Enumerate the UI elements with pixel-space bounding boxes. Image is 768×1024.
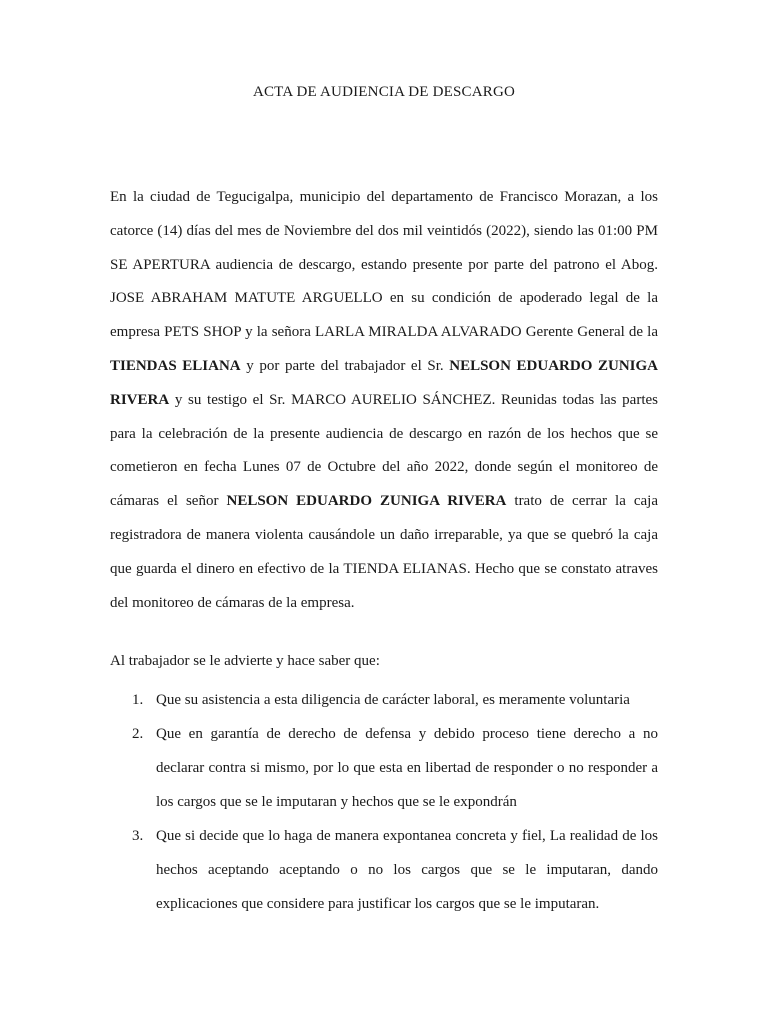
list-item [110, 819, 658, 921]
document-title: ACTA DE AUDIENCIA DE DESCARGO [252, 84, 516, 100]
list-item-number: 1. [132, 692, 144, 708]
paragraph-segment: y su testigo el Sr. MARCO AURELIO SÁNCHEZ. Reunidas todas las partes para la celebración de la presente audiencia de descargo en razón de los hechos que se cometieron en fecha Lunes 07 de Octubre del año 2022, donde según el monitoreo de cámaras el señor [110, 391, 658, 510]
list-item-number: 3. [132, 828, 144, 844]
paragraph-segment: trato de cerrar la caja registradora de manera violenta causándole un daño irreparable, ya que se quebró la caja que guarda el dinero en efectivo de la TIENDA ELIANAS. Hecho que se constato atraves del monitoreo de cámaras de la empresa. [110, 493, 659, 611]
list-item-text: Que su asistencia a esta diligencia de carácter laboral, es meramente voluntaria [156, 692, 630, 708]
list-item-number: 2. [132, 726, 144, 742]
warnings-list [110, 683, 658, 921]
paragraph-segment-bold: NELSON EDUARDO ZUNIGA RIVERA [110, 357, 659, 408]
list-item-text: Que en garantía de derecho de defensa y debido proceso tiene derecho a no declarar contra si mismo, por lo que esta en libertad de responder o no responder a los cargos que se le imputaran y hechos que se le expondrán [156, 726, 658, 810]
body-paragraph [110, 181, 658, 620]
list-item [110, 717, 658, 819]
list-item-text: Que si decide que lo haga de manera expontanea concreta y fiel, La realidad de los hechos aceptando aceptando o no los cargos que se le imputaran, dando explicaciones que considere para justificar los cargos que se le imputaran. [156, 828, 658, 912]
intro-text: Al trabajador se le advierte y hace saber que: [110, 653, 380, 669]
list-item [110, 683, 658, 717]
paragraph-segment: En la ciudad de Tegucigalpa, municipio del departamento de Francisco Morazan, a los catorce (14) días del mes de Noviembre del dos mil veintidós (2022), siendo las 01:00 PM SE APERTURA audiencia de descargo, estando presente por parte del patrono el Abog. JOSE ABRAHAM MATUTE ARGUELLO en su condición de apoderado legal de la empresa PETS SHOP y la señora LARLA MIRALDA ALVARADO Gerente General de la [110, 189, 658, 341]
paragraph-segment: y por parte del trabajador el Sr. [240, 357, 450, 374]
paragraph-segment-bold: TIENDAS ELIANA [110, 357, 241, 374]
paragraph-segment-bold: NELSON EDUARDO ZUNIGA RIVERA [226, 493, 507, 510]
